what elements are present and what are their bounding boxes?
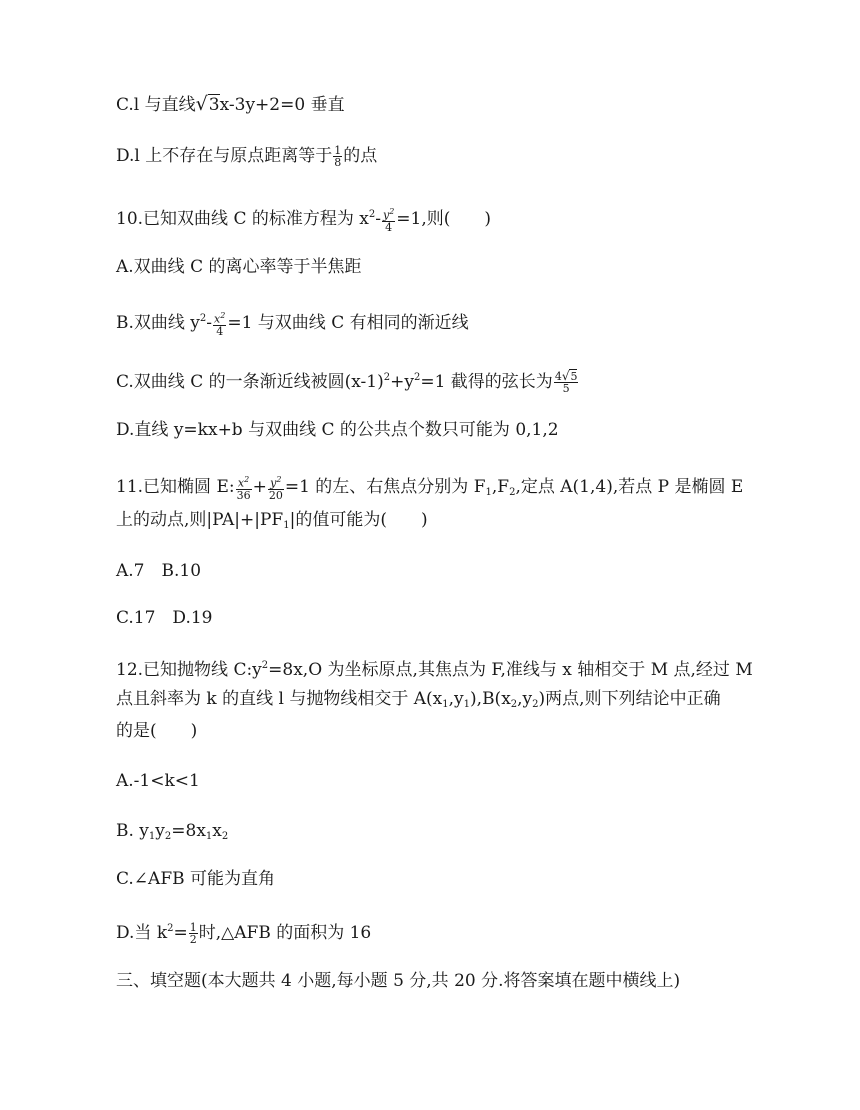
fraction: [382, 206, 395, 233]
q12-l2-c: ),B(x: [470, 689, 511, 709]
subscript: 1: [283, 520, 290, 531]
q10-c-text: C.双曲线 C 的一条渐近线被圆(x-1): [116, 372, 384, 392]
q12-stem-line3: 的是( ): [116, 721, 198, 741]
q12-option-c: C.∠AFB 可能为直角: [116, 869, 276, 889]
fraction-numerator: 1: [189, 921, 197, 934]
q10-c-text-2: =1 截得的弦长为: [420, 372, 553, 392]
fraction: [268, 474, 284, 501]
numerator-exponent: 2: [244, 475, 250, 484]
q12-option-a: A.-1<k<1: [116, 771, 200, 791]
subscript: 2: [510, 699, 518, 710]
superscript: 2: [383, 372, 391, 383]
superscript: 2: [261, 660, 269, 671]
q11-options-ab: A.7 B.10: [116, 561, 202, 581]
q12-option-d: [116, 918, 371, 945]
minus-sign: -: [375, 209, 381, 229]
q10-c-mid: +y: [390, 372, 414, 392]
q10-option-c: [116, 367, 579, 394]
q10-stem: [116, 204, 491, 233]
fraction-numerator: [382, 206, 395, 222]
numerator-exponent: 2: [389, 207, 395, 217]
q12-b-text: B. y: [116, 821, 149, 841]
q12-d-text: D.当 k: [116, 923, 168, 943]
subscript: 1: [442, 699, 449, 710]
fraction-denominator: 36: [236, 488, 251, 502]
q12-b-x: x: [212, 821, 222, 841]
subscript: 2: [532, 699, 539, 710]
q12-option-b: [116, 820, 228, 848]
q12-l2-a: 点且斜率为 k 的直线 l 与抛物线相交于 A(x: [116, 689, 443, 709]
equals-sign: =: [173, 923, 188, 943]
numerator-exponent: 2: [220, 311, 226, 321]
q12-stem-line2: [116, 688, 721, 716]
q11-text-2: =1 的左、右焦点分别为 F: [284, 476, 486, 497]
plus-sign: +: [252, 476, 267, 497]
q11-text: 11.已知椭圆 E:: [116, 476, 235, 497]
radicand: 3: [208, 95, 220, 115]
fraction-denominator: 4: [385, 220, 393, 234]
q9-d-text-end: 的点: [343, 146, 378, 166]
q9-option-c: [116, 93, 345, 116]
subscript: 2: [164, 831, 172, 842]
q11-stem-line1: [116, 474, 743, 504]
q10-stem-text: 10.已知双曲线 C 的标准方程为 x: [116, 209, 369, 229]
q10-option-a: A.双曲线 C 的离心率等于半焦距: [116, 257, 362, 277]
q11-options-cd: C.17 D.19: [116, 608, 213, 628]
q10-option-d: D.直线 y=kx+b 与双曲线 C 的公共点个数只可能为 0,1,2: [116, 420, 559, 440]
superscript: 2: [413, 372, 421, 383]
numerator-exponent: 2: [276, 475, 282, 484]
fraction: [236, 474, 252, 501]
numerator-var: y: [270, 476, 277, 490]
subscript: 2: [221, 831, 229, 842]
q9-c-text-end: x-3y+2=0 垂直: [219, 95, 345, 115]
minus-sign: -: [206, 313, 213, 333]
q10-b-end: =1 与双曲线 C 有相同的渐近线: [227, 313, 469, 333]
fraction-denominator: 5: [562, 382, 570, 395]
subscript: 1: [205, 831, 213, 842]
q11-stem-line2: [116, 509, 428, 537]
numerator-var: y: [382, 208, 390, 222]
q9-c-text: C.l 与直线: [116, 95, 196, 115]
subscript: 1: [148, 831, 156, 842]
q12-l2-d: ,y: [517, 689, 533, 709]
q12-b-eq: =8x: [171, 821, 206, 841]
q11-line2-text: 上的动点,则|PA|+|PF: [116, 510, 284, 530]
subscript: 1: [485, 486, 492, 498]
fraction-denominator: 4: [216, 324, 224, 338]
fraction: [189, 922, 198, 945]
fraction-numerator: [213, 310, 226, 326]
q9-option-d: [116, 145, 377, 168]
q12-text: 12.已知抛物线 C:y: [116, 660, 262, 680]
fraction-numerator: [236, 474, 252, 490]
superscript: 2: [199, 313, 207, 324]
section-3-heading: 三、填空题(本大题共 4 小题,每小题 5 分,共 20 分.将答案填在题中横线上): [116, 971, 681, 991]
sqrt-sign: √: [195, 93, 208, 115]
numerator-coef: 4: [554, 370, 562, 383]
fraction: [213, 310, 226, 337]
fraction-numerator: [268, 474, 284, 490]
radicand: 5: [570, 370, 578, 383]
q12-b-y: y: [155, 821, 165, 841]
q11-text-3: ,F: [491, 476, 510, 497]
sqrt-sign: √: [561, 369, 570, 383]
fraction: [333, 145, 342, 168]
q10-option-b: [116, 308, 469, 337]
q12-stem-line1: [116, 655, 753, 681]
fraction-numerator: 1: [334, 144, 342, 157]
q10-b-text: B.双曲线 y: [116, 313, 200, 333]
numerator-var: x: [237, 476, 245, 490]
q12-text-2: =8x,O 为坐标原点,其焦点为 F,准线与 x 轴相交于 M 点,经过 M: [268, 660, 753, 680]
fraction-denominator: 20: [268, 488, 283, 502]
fraction: [554, 371, 579, 394]
fraction-denominator: 8: [334, 156, 342, 169]
q11-line2-end: |的值可能为( ): [289, 510, 428, 530]
q11-text-4: ,定点 A(1,4),若点 P 是椭圆 E: [515, 476, 744, 497]
superscript: 2: [167, 923, 174, 934]
subscript: 2: [509, 486, 516, 498]
numerator-var: x: [214, 312, 221, 326]
q12-l2-e: )两点,则下列结论中正确: [538, 689, 721, 709]
superscript: 2: [368, 209, 376, 220]
q9-d-text: D.l 上不存在与原点距离等于: [116, 146, 333, 166]
q12-d-end: 时,△AFB 的面积为 16: [198, 923, 372, 943]
q12-l2-b: ,y: [448, 689, 464, 709]
fraction-denominator: 2: [189, 933, 197, 946]
q10-stem-end: =1,则( ): [396, 209, 492, 229]
subscript: 1: [463, 699, 471, 710]
